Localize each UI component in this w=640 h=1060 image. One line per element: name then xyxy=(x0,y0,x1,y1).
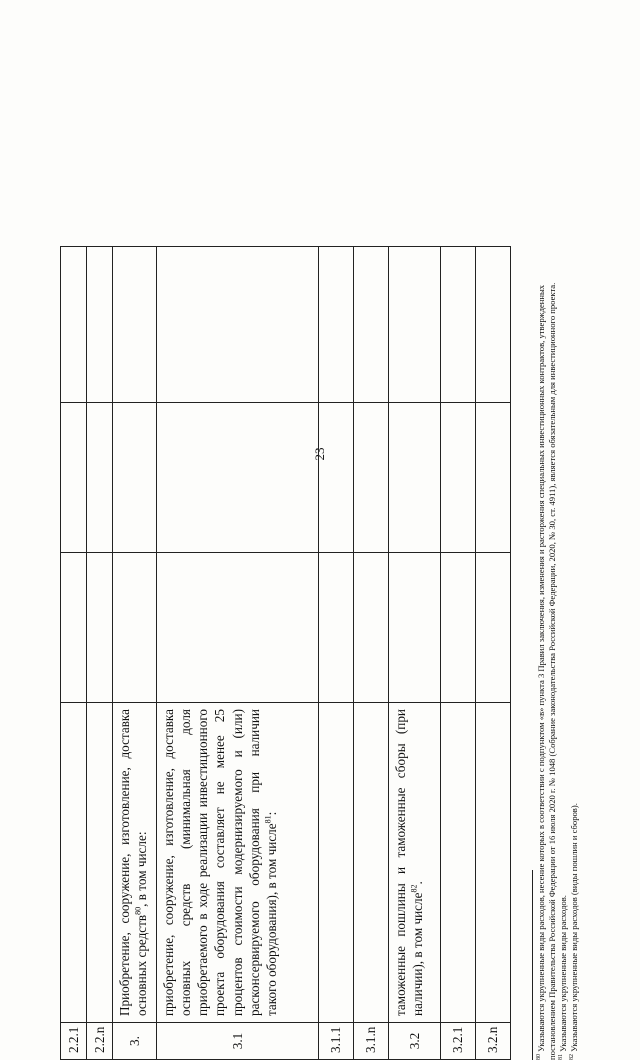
row-description xyxy=(476,703,511,1023)
row-number: 3.2 xyxy=(389,1023,441,1060)
empty-cell xyxy=(441,403,476,553)
footnote-list xyxy=(536,247,580,1060)
row-description xyxy=(354,703,389,1023)
empty-cell xyxy=(87,403,113,553)
empty-cell xyxy=(476,247,511,403)
footnote-text: Указываются укрупненные виды расходов, несение которых в соответствии с подпунктом «в» пункта 3 Правил заключения, изменения и расторжения специальных инвестиционных контрактов, утвержденных постановлением Правительства Российской Федерации от 16 июля 2020 г. № 1048 (Собрание законодательства Российской Федерации, 2020, № 30, ст. 4911), является обязательным для инвестиционного проекта. xyxy=(536,282,557,1060)
table-row xyxy=(441,247,476,1060)
footnote-ref: 82 xyxy=(409,884,419,893)
footnote-mark: 80 xyxy=(536,1054,543,1060)
empty-cell xyxy=(87,247,113,403)
description-tail: , в том числе: xyxy=(134,831,150,907)
table-row xyxy=(319,247,354,1060)
description-text: Приобретение, сооружение, изготовление, доставка основных средств xyxy=(117,709,150,1016)
row-number: 2.2.n xyxy=(87,1023,113,1060)
empty-cell xyxy=(61,247,87,403)
row-number: 3. xyxy=(113,1023,157,1060)
footnote-rule xyxy=(532,870,533,1060)
row-description xyxy=(61,703,87,1023)
row-number: 2.2.1 xyxy=(61,1023,87,1060)
empty-cell xyxy=(61,403,87,553)
footnotes xyxy=(532,247,580,1060)
empty-cell xyxy=(476,403,511,553)
empty-cell xyxy=(441,553,476,703)
empty-cell xyxy=(157,247,319,403)
footnote-text: Указываются укрупненные виды расходов. xyxy=(558,895,568,1052)
empty-cell xyxy=(113,247,157,403)
empty-cell xyxy=(157,553,319,703)
row-description xyxy=(319,703,354,1023)
description-text: приобретение, сооружение, изготовление, доставка основных средств (минимальная доля приобретаемого в ходе реализации инвестиционного проекта оборудования составляет не менее 25 процентов стоимости модернизируемого и (или) расконсервируемого оборудования при наличии такого оборудования), в том числе xyxy=(161,709,279,1016)
table-row xyxy=(61,247,87,1060)
empty-cell xyxy=(113,553,157,703)
table-row xyxy=(157,247,319,1060)
empty-cell xyxy=(319,247,354,403)
row-number: 3.2.n xyxy=(476,1023,511,1060)
expenses-table xyxy=(60,246,511,1060)
row-number: 3.1.1 xyxy=(319,1023,354,1060)
row-number: 3.1.n xyxy=(354,1023,389,1060)
row-number: 3.1 xyxy=(157,1023,319,1060)
empty-cell xyxy=(113,403,157,553)
row-description xyxy=(157,703,319,1023)
footnote-ref: 80 xyxy=(133,906,143,915)
description-text: таможенные пошлины и таможенные сборы (при наличии), в том числе xyxy=(393,709,426,1016)
row-description xyxy=(87,703,113,1023)
row-description xyxy=(113,703,157,1023)
footnote-ref: 81 xyxy=(263,815,273,824)
empty-cell xyxy=(354,553,389,703)
empty-cell xyxy=(389,247,441,403)
footnote xyxy=(558,247,569,1060)
footnote-text: Указываются укрупненные виды расходов (виды пошлин и сборов). xyxy=(569,803,579,1052)
table-row xyxy=(113,247,157,1060)
table-row xyxy=(476,247,511,1060)
description-tail: . xyxy=(410,881,426,885)
empty-cell xyxy=(61,553,87,703)
empty-cell xyxy=(354,403,389,553)
row-description xyxy=(441,703,476,1023)
footnote xyxy=(536,247,558,1060)
rotated-page-content xyxy=(60,245,585,1060)
table-row xyxy=(389,247,441,1060)
empty-cell xyxy=(389,553,441,703)
empty-cell xyxy=(319,403,354,553)
page-number: 23 xyxy=(312,447,327,461)
empty-cell xyxy=(476,553,511,703)
footnote-mark: 82 xyxy=(569,1054,576,1060)
footnote-mark: 81 xyxy=(558,1054,565,1060)
empty-cell xyxy=(441,247,476,403)
empty-cell xyxy=(354,247,389,403)
footnote xyxy=(569,247,580,1060)
empty-cell xyxy=(157,403,319,553)
table-row xyxy=(354,247,389,1060)
empty-cell xyxy=(319,553,354,703)
empty-cell xyxy=(87,553,113,703)
table-body xyxy=(61,247,511,1060)
table-row xyxy=(87,247,113,1060)
row-description xyxy=(389,703,441,1023)
description-tail: : xyxy=(263,811,279,816)
row-number: 3.2.1 xyxy=(441,1023,476,1060)
empty-cell xyxy=(389,403,441,553)
